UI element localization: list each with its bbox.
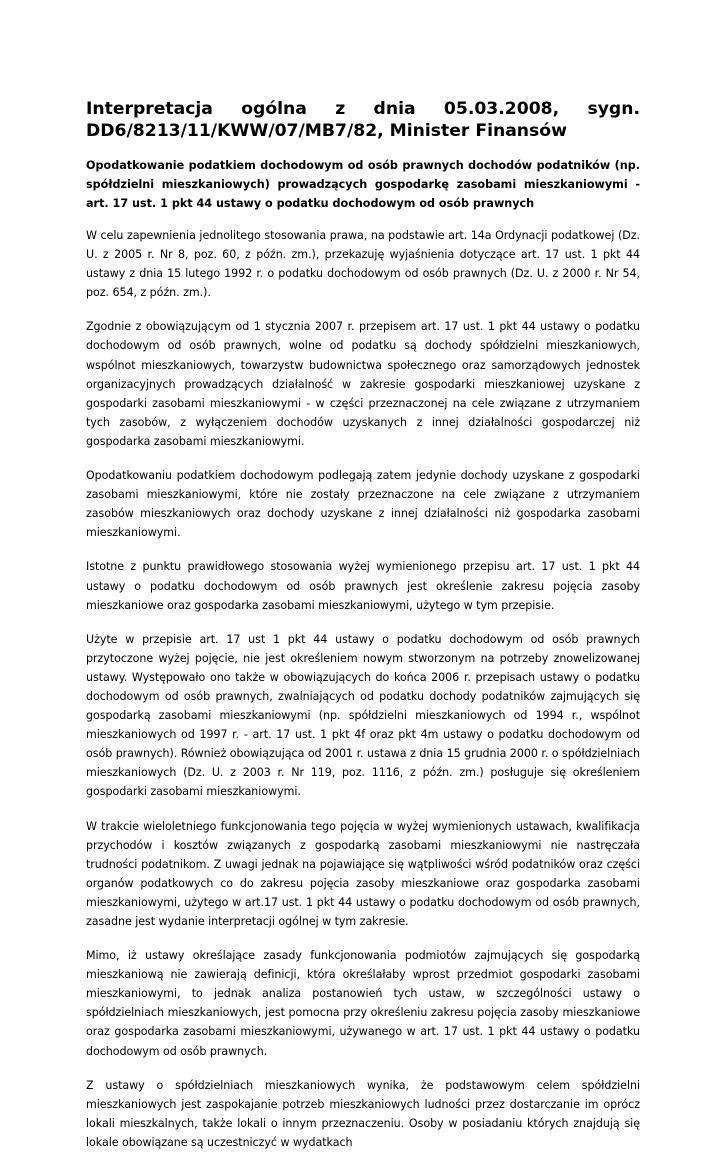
paragraph-6: W trakcie wieloletniego funkcjonowania tego pojęcia w wyżej wymienionych ustawach, kwalifikacja przychodów i kosztów związanych z gospodarką zasobami mieszkaniowymi nie nastręczała trudności podatnikom. Z uwagi jednak na pojawiające się wątpliwości wśród podatników oraz części organów podatkowych co do zakresu pojęcia zasoby mieszkaniowe oraz gospodarka zasobami mieszkaniowymi, użytego w art.17 ust. 1 pkt 44 ustawy o podatku dochodowym od osób prawnych, zasadne jest wydanie interpretacji ogólnej w tym zakresie. xyxy=(86,819,640,928)
document-title: Interpretacja ogólna z dnia 05.03.2008, sygn. DD6/8213/11/KWW/07/MB7/82, Minister Finansów xyxy=(86,99,640,141)
document-subtitle: Opodatkowanie podatkiem dochodowym od osób prawnych dochodów podatników (np. spółdzielni mieszkaniowych) prowadzących gospodarkę zasobami mieszkaniowymi - art. 17 ust. 1 pkt 44 ustawy o podatku dochodowym od osób prawnych xyxy=(86,159,640,210)
paragraph-2: Zgodnie z obowiązującym od 1 stycznia 2007 r. przepisem art. 17 ust. 1 pkt 44 ustawy o podatku dochodowym od osób prawnych, wolne od podatku są dochody spółdzielni mieszkaniowych, wspólnot mieszkaniowych, towarzystw budownictwa społecznego oraz samorządowych jednostek organizacyjnych prowadzących działalność w zakresie gospodarki mieszkaniowej uzyskane z gospodarki zasobami mieszkaniowymi - w części przeznaczonej na cele związane z utrzymaniem tych zasobów, z wyłączeniem dochodów uzyskanych z innej działalności gospodarczej niż gospodarka zasobami mieszkaniowymi. xyxy=(86,320,640,448)
document-page xyxy=(86,98,640,1167)
paragraph-3: Opodatkowaniu podatkiem dochodowym podlegają zatem jedynie dochody uzyskane z gospodarki zasobami mieszkaniowymi, które nie zostały przeznaczone na cele związane z utrzymaniem zasobów mieszkaniowych oraz dochody uzyskane z innej działalności niż gospodarka zasobami mieszkaniowymi. xyxy=(86,469,640,540)
paragraph-4: Istotne z punktu prawidłowego stosowania wyżej wymienionego przepisu art. 17 ust. 1 pkt 44 ustawy o podatku dochodowym od osób prawnych jest określenie zakresu pojęcia zasoby mieszkaniowe oraz gospodarka zasobami mieszkaniowymi, użytego w tym przepisie. xyxy=(86,560,640,612)
paragraph-7: Mimo, iż ustawy określające zasady funkcjonowania podmiotów zajmujących się gospodarką mieszkaniową nie zawierają definicji, która określałaby wprost przedmiot gospodarki zasobami mieszkaniowymi, to jednak analiza postanowień tych ustaw, w szczególności ustawy o spółdzielniach mieszkaniowych, jest pomocna przy określeniu zakresu pojęcia zasoby mieszkaniowe oraz gospodarka zasobami mieszkaniowymi, używanego w art. 17 ust. 1 pkt 44 ustawy o podatku dochodowym od osób prawnych. xyxy=(86,949,640,1058)
paragraph-1: W celu zapewnienia jednolitego stosowania prawa, na podstawie art. 14a Ordynacji podatkowej (Dz. U. z 2005 r. Nr 8, poz. 60, z późn. zm.), przekazuję wyjaśnienia dotyczące art. 17 ust. 1 pkt 44 ustawy z dnia 15 lutego 1992 r. o podatku dochodowym od osób prawnych (Dz. U. z 2000 r. Nr 54, poz. 654, z późn. zm.). xyxy=(86,229,640,300)
paragraph-5: Użyte w przepisie art. 17 ust 1 pkt 44 ustawy o podatku dochodowym od osób prawnych przytoczone wyżej pojęcie, nie jest określeniem nowym stworzonym na potrzeby znowelizowanej ustawy. Występowało ono także w obowiązujących do końca 2006 r. przepisach ustawy o podatku dochodowym od osób prawnych, zwalniających od podatku dochody podatników zajmujących się gospodarką zasobami mieszkaniowymi (np. spółdzielni mieszkaniowych od 1994 r., wspólnot mieszkaniowych od 1997 r. - art. 17 ust. 1 pkt 4f oraz pkt 4m ustawy o podatku dochodowym od osób prawnych). Również obowiązująca od 2001 r. ustawa z dnia 15 grudnia 2000 r. o spółdzielniach mieszkaniowych (Dz. U. z 2003 r. Nr 119, poz. 1116, z późn. zm.) posługuje się określeniem gospodarki zasobami mieszkaniowymi. xyxy=(86,632,640,799)
paragraph-8: Z ustawy o spółdzielniach mieszkaniowych wynika, że podstawowym celem spółdzielni mieszkaniowych jest zaspokajanie potrzeb mieszkaniowych ludności przez dostarczanie im oprócz lokali mieszkalnych, także lokali o innym przeznaczeniu. Osoby w posiadaniu których znajdują się lokale obowiązane są uczestniczyć w wydatkach xyxy=(86,1078,640,1149)
